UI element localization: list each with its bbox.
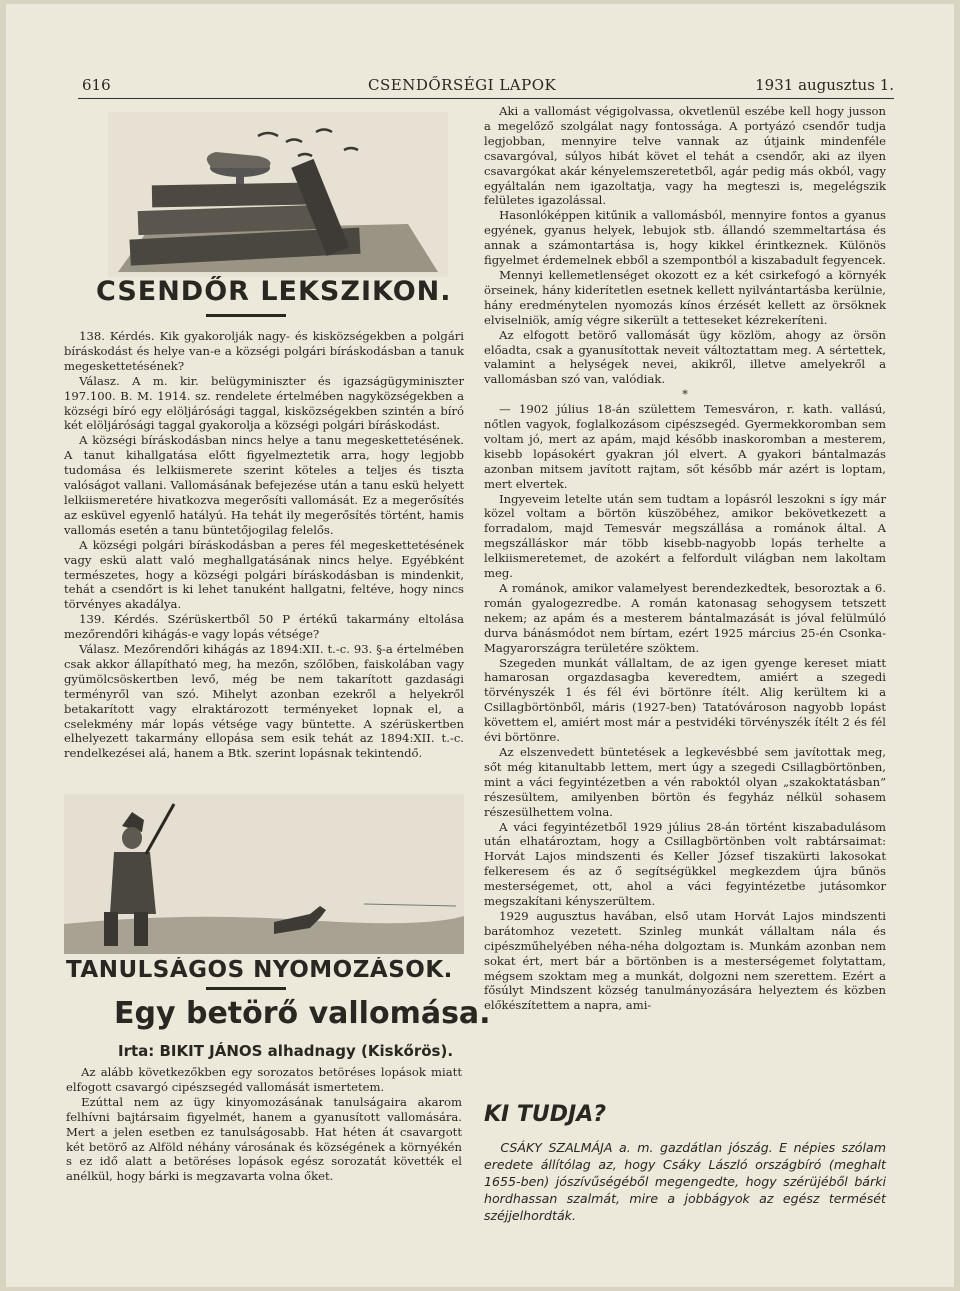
article-paragraph: Ingyeveim letelte után sem tudtam a lopásról leszokni s így már közel voltam a börtön küszöbéhez, amikor bekövetkezett a forradalom, majd Temesvár megszállása a románok által. A megszálláskor már több kisebb-nagyobb lopás terhelte a lelkiismeretemet, de azokért a felfordult világban nem lakoltam meg. bbox=[484, 491, 886, 581]
article-paragraph: Az alább következőkben egy sorozatos betöréses lopások miatt elfogott csavargó cipészsegéd vallomását ismertetem. bbox=[66, 1065, 462, 1094]
article-byline: Irta: BIKIT JÁNOS alhadnagy (Kiskőrös). bbox=[118, 1042, 454, 1060]
section-title-rule bbox=[206, 987, 286, 990]
article-column-left bbox=[66, 1065, 462, 1184]
article-paragraph: A váci fegyintézetből 1929 július 28-án történt kiszabadulásom után elhatároztam, hogy a Csillagbörtönben volt rabtársaimat: Horvát Lajos mindszenti és Keller József tiszakürti lakosokat felkeresem és az ő segítségükkel megkezdem újra bűnös mesterségemet, ott, ahol a váci fegyintézetbe jutásomkor megszakítani kényszerültem. bbox=[484, 819, 886, 909]
article-paragraph: — 1902 július 18-án születtem Temesváron, r. kath. vallású, nőtlen vagyok, foglalkozásom cipészsegéd. Gyermekkoromban sem voltam jó, mert az apám, majd később inaskoromban a mesterem, kisebb lopásokért gyakran jól elvert. A gyakori bántalmazás azonban mitsem javított rajtam, sőt később már azért is loptam, mert elvertek. bbox=[484, 402, 886, 491]
lexikon-paragraph: A községi polgári bíráskodásban a peres fél megeskettetésének vagy eskü alatt való meghallgatásának nincs helye. Egyébként természetes, hogy a községi polgári bíráskodásban is mindenkit, tehát a csendőrt is ki lehet tanuként hallgatni, feltéve, hogy nincs törvényes akadálya. bbox=[64, 537, 464, 612]
section-title-tanulsagos: TANULSÁGOS NYOMOZÁSOK. bbox=[66, 957, 453, 983]
lexikon-title: CSENDŐR LEKSZIKON. bbox=[96, 276, 452, 307]
article-column-right bbox=[484, 104, 886, 1013]
gendarme-illustration bbox=[64, 794, 464, 954]
lexikon-title-rule bbox=[206, 314, 286, 317]
kitudja-text: CSÁKY SZALMÁJA a. m. gazdátlan jószág. E népies szólam eredete állítólag az, hogy Csáky László országbíró (meghalt 1655-ben) jószívűségéből megengedte, hogy szérüjéből bárki hordhassan szalmát, mire a jobbágyok az egész termését széjjelhordták. bbox=[484, 1140, 886, 1223]
article-headline: Egy betörő vallomása. bbox=[114, 996, 491, 1031]
lexikon-paragraph: 139. Kérdés. Szérüskertből 50 P értékű takarmány eltolása mezőrendőri kihágás-e vagy lopás vétsége? bbox=[64, 612, 464, 642]
article-paragraph: 1929 augusztus havában, első utam Horvát Lajos mindszenti barátomhoz vezetett. Szinleg munkát vállaltam nála és cipészműhelyében néha-néha dolgoztam is. Munkám azonban nem sokat ért, mert bár a börtönben is a mesterségemet folytattam, mégsem szoktam meg a munkát, dolgozni nem szerettem. Ezért a fősúlyt Mindszent község tanulmányozására helyeztem és közben előkészítettem a napra, ami- bbox=[484, 908, 886, 1013]
lexikon-paragraph: Válasz. Mezőrendőri kihágás az 1894:XII. t.-c. 93. §-a értelmében csak akkor állapítható meg, ha mezőn, szőlőben, faiskolában vagy gyümölcsöskertben levő, még be nem takarított gazdasági terményről van szó. Mihelyt azonban ezekről a helyekről betakarított vagy elraktározott terményeket lopnak el, a cselekmény már lopás vétsége vagy büntette. A szérüskertben elhelyezett takarmány ellopása sem esik tehát az 1894:XII. t.-c. rendelkezései alá, hanem a Btk. szerint lopásnak tekintendő. bbox=[64, 642, 464, 761]
lexikon-paragraph: Válasz. A m. kir. belügyminiszter és igazságügyminiszter 197.100. B. M. 1914. sz. rendelete értelmében nagyközségekben a községi bíró egy elöljárósági taggal, kisközségekben szintén a bíró két elöljárósági taggal gyakorolja a községi polgári bíráskodást. bbox=[64, 373, 464, 433]
lexikon-paragraph: A községi bíráskodásban nincs helye a tanu megeskettetésének. A tanut kihallgatása előtt figyelmeztetik arra, hogy legjobb tudomása és lelkiismerete szerint köteles a teljes és tiszta valóságot vallani. Vallomásának befejezése után a tanu eskü helyett lelkiismeretére hivatkozva megerősíti vallomását. Ez a megerősítés az esküvel egyenlő hatályú. Ha tehát ily megerősítés történt, hamis vallomás esetén a tanu büntetőjogilag felelős. bbox=[64, 433, 464, 537]
kitudja-title: KI TUDJA? bbox=[484, 1102, 606, 1127]
article-paragraph: Ezúttal nem az ügy kinyomozásának tanulságaira akarom felhívni bajtársaim figyelmét, hanem a gyanusított vallomására. Mert a jelen esetben ez tanulságosabb. Hat héten át csavargott két betörő az Alföld néhány városának és községének a környékén s ez idő alatt a betöréses lopások egész sorozatát követték el anélkül, hogy bárki is megzavarta volna őket. bbox=[66, 1094, 462, 1184]
publication-title: CSENDŐRSÉGI LAPOK bbox=[368, 76, 557, 94]
books-lamp-illustration bbox=[108, 112, 448, 277]
issue-date: 1931 augusztus 1. bbox=[755, 76, 894, 94]
lexikon-column bbox=[64, 329, 464, 761]
lexikon-paragraph: 138. Kérdés. Kik gyakorolják nagy- és kisközségekben a polgári bíráskodást és helye van-e a községi polgári bíráskodásban a tanuk megeskettetésének? bbox=[64, 329, 464, 373]
article-paragraph: Az elszenvedett büntetések a legkevésbbé sem javítottak meg, sőt még kitanultabb lettem, mert úgy a szegedi Csillagbörtönben, mint a váci fegyintézetben a vén raboktól olyan „szakoktatásban” részesültem, amilyenben börtön és fegyház nélkül sohasem részesülhettem volna. bbox=[484, 744, 886, 819]
article-paragraph: Hasonlóképpen kitűnik a vallomásból, mennyire fontos a gyanus egyének, gyanus helyek, lebujok stb. állandó szemmeltartása és annak a számontartása is, hogy kikkel érintkeznek. Különös figyelmet érdemelnek ebből a szempontból a kiszabadult fegyencek. bbox=[484, 208, 886, 268]
page-number: 616 bbox=[82, 76, 111, 94]
section-separator: * bbox=[682, 387, 688, 402]
article-paragraph: Aki a vallomást végigolvassa, okvetlenül eszébe kell hogy jusson a megelőző szolgálat nagy fontossága. A portyázó csendőr tudja legjobban, mennyire telve vannak az útjaink mindenféle csavargóval, súlyos hibát követ el tehát a csendőr, aki az ilyen csavargókat akár kényelemszeretetből, agár pedig más okból, vagy egyáltalán nem igazoltatja, vagy ha megteszi is, megelégszik felületes igazolással. bbox=[484, 104, 886, 208]
article-paragraph: Az elfogott betörő vallomását ügy közlöm, ahogy az örsön előadta, csak a gyanusítottak neveit változtattam meg. A sértettek, valamint a helységek nevei, akikről, illetve amelyekről a vallomásban szó van, valódiak. bbox=[484, 327, 886, 387]
article-paragraph: Mennyi kellemetlenséget okozott ez a két csirkefogó a környék örseinek, hány kiderítetlen esetnek kellett nyilvántartásba kerülnie, hány eredménytelen nyomozás kínos érzését kellett az örsöknek elviselniök, amíg végre sikerült a tetteseket kézrekeríteni. bbox=[484, 267, 886, 327]
article-paragraph: Szegeden munkát vállaltam, de az igen gyenge kereset miatt hamarosan orgazdasagba keveredtem, amiért a szegedi törvényszék 1 és fél évi börtönre ítélt. Alig kerültem ki a Csillagbörtönből, máris (1927-ben) Tatatóvároson nagyobb lopást követtem el, amiért most már a pestvidéki törvényszék ítélt 2 és fél évi börtönre. bbox=[484, 655, 886, 745]
kitudja-column bbox=[484, 1139, 886, 1224]
page-header bbox=[78, 68, 894, 99]
article-paragraph: A románok, amikor valamelyest berendezkedtek, besoroztak a 6. román gyalogezredbe. A román katonasag sehogysem tetszett nekem; az apám és a mesterem bántalmazását is jóval felülmúló durva bánásmódot nem bírtam, ezért 1925 március 25-én Csonka-Magyarországra területére szöktem. bbox=[484, 581, 886, 655]
newspaper-page bbox=[6, 4, 954, 1287]
